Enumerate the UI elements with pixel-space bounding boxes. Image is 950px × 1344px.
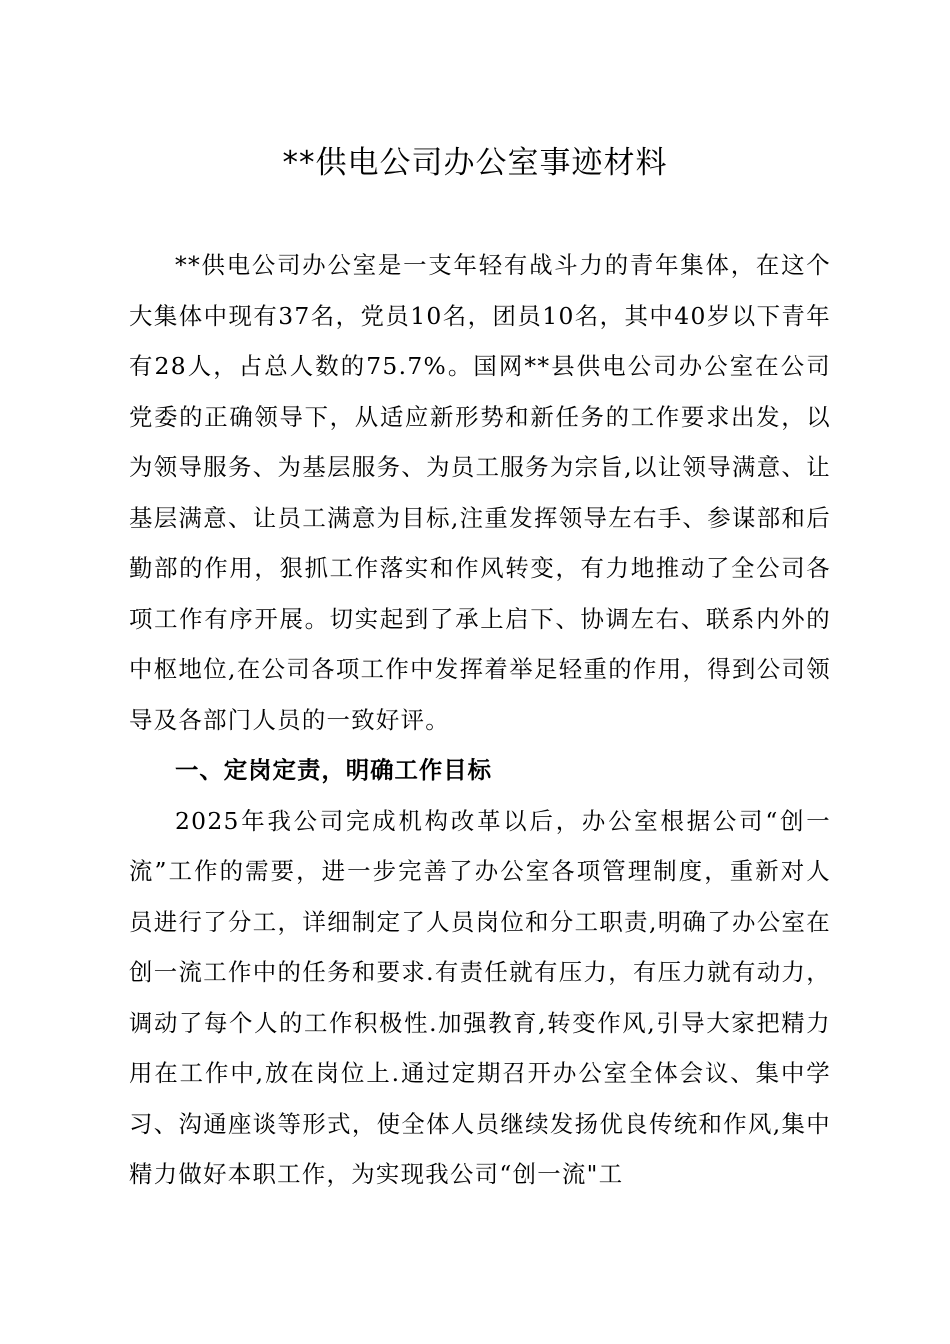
document-body xyxy=(129,240,831,1200)
document-title: **供电公司办公室事迹材料 xyxy=(282,145,668,181)
section-paragraph: 2025年我公司完成机构改革以后，办公室根据公司“创一流”工作的需要，进一步完善了办公室各项管理制度，重新对人员进行了分工，详细制定了人员岗位和分工职责,明确了办公室在创一流工作中的任务和要求.有责任就有压力，有压力就有动力，调动了每个人的工作积极性.加强教育,转变作风,引导大家把精力用在工作中,放在岗位上.通过定期召开办公室全体会议、集中学习、沟通座谈等形式，使全体人员继续发扬优良传统和作风,集中精力做好本职工作，为实现我公司“创一流"工 xyxy=(129,806,831,1188)
intro-paragraph: **供电公司办公室是一支年轻有战斗力的青年集体，在这个大集体中现有37名，党员10名，团员10名，其中40岁以下青年有28人，占总人数的75.7%。国网**县供电公司办公室在公司党委的正确领导下，从适应新形势和新任务的工作要求出发，以为领导服务、为基层服务、为员工服务为宗旨,以让领导满意、让基层满意、让员工满意为目标,注重发挥领导左右手、参谋部和后勤部的作用，狠抓工作落实和作风转变，有力地推动了全公司各项工作有序开展。切实起到了承上启下、协调左右、联系内外的中枢地位,在公司各项工作中发挥着举足轻重的作用，得到公司领导及各部门人员的一致好评。 xyxy=(129,251,831,734)
section-heading: 一、定岗定责，明确工作目标 xyxy=(175,756,493,784)
